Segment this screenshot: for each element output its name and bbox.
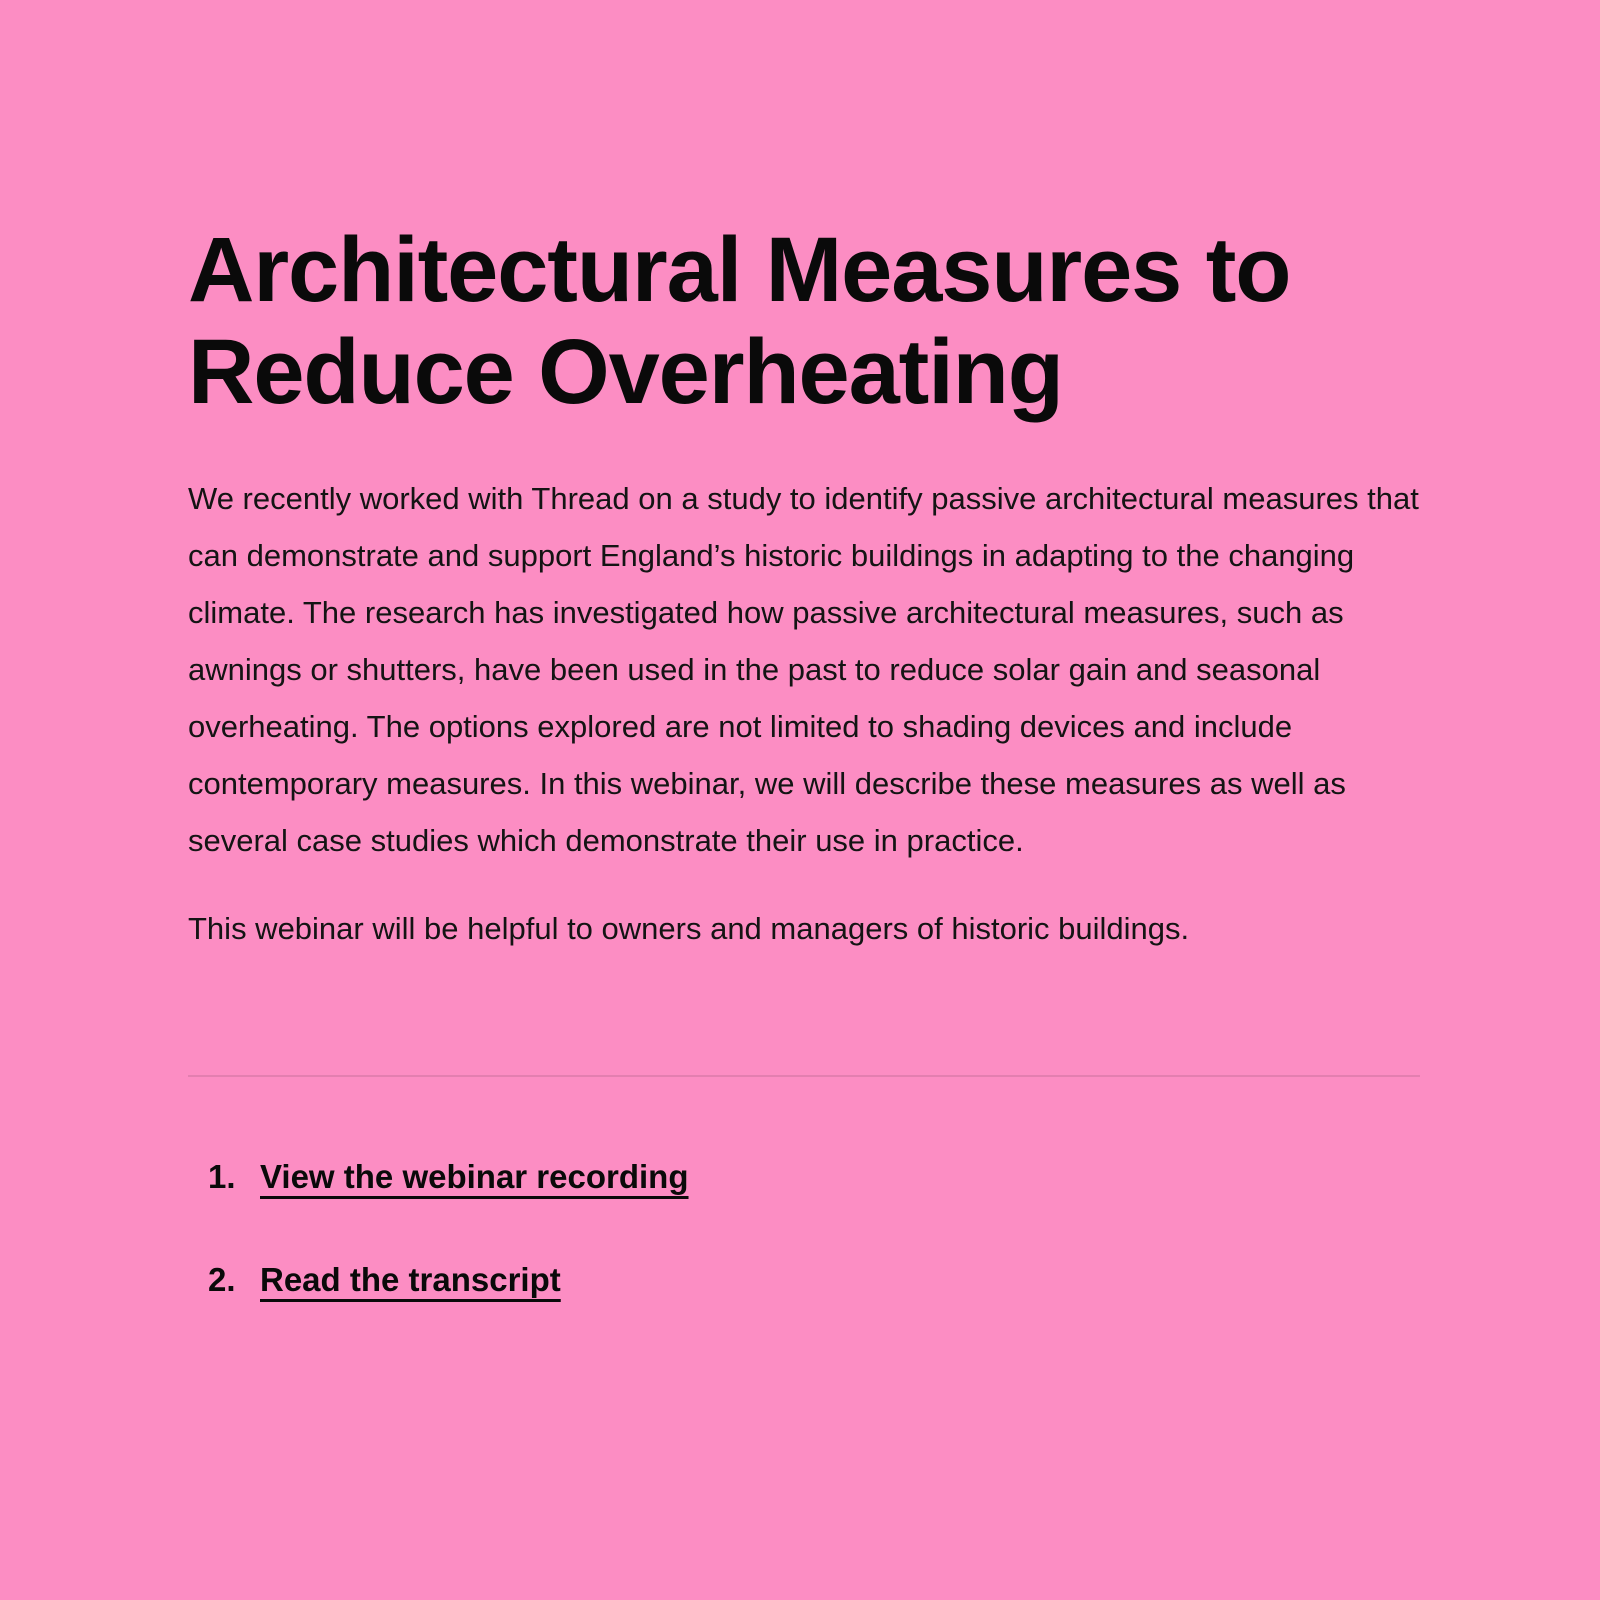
audience-paragraph: This webinar will be helpful to owners and managers of historic buildings. <box>188 911 1190 946</box>
section-divider <box>188 1075 1420 1077</box>
webinar-recording-link[interactable]: View the webinar recording <box>260 1158 689 1195</box>
list-item <box>208 1260 1420 1300</box>
intro-paragraph: We recently worked with Thread on a study to identify passive architectural measures that can demonstrate and support England’s historic buildings in adapting to the changing climate. The research has investigated how passive architectural measures, such as awnings or shutters, have been used in the past to reduce solar gain and seasonal overheating. The options explored are not limited to shading devices and include contemporary measures. In this webinar, we will describe these measures as well as several case studies which demonstrate their use in practice. <box>188 481 1419 858</box>
list-item <box>208 1157 1420 1197</box>
transcript-link[interactable]: Read the transcript <box>260 1261 561 1298</box>
article-content <box>188 0 1420 1300</box>
list-number: 1. <box>208 1158 236 1195</box>
list-number: 2. <box>208 1261 236 1298</box>
page-title: Architectural Measures to Reduce Overheating <box>188 219 1291 423</box>
resource-link-list <box>188 1157 1420 1300</box>
